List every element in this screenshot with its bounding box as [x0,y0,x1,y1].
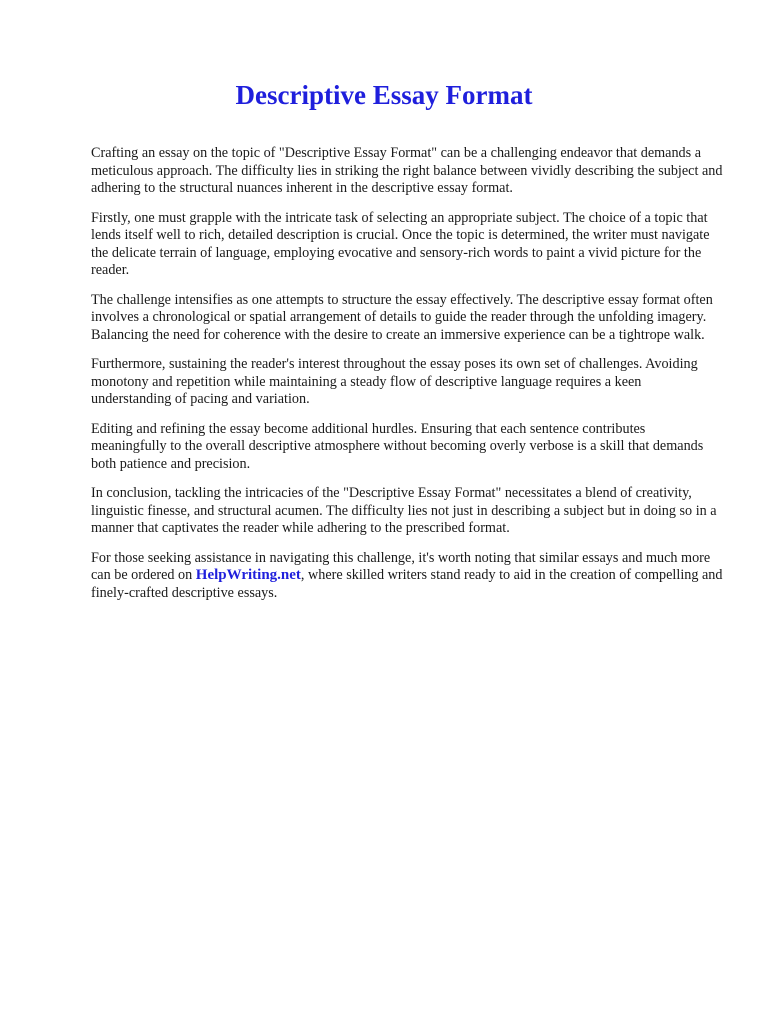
closing-text-before: For those seeking assistance in navigating this challenge, it's worth noting that similar essays and much more can be ordered on [91,549,711,583]
essay-body [91,145,723,614]
paragraph-3: The challenge intensifies as one attempts to structure the essay effectively. The descriptive essay format often involves a chronological or spatial arrangement of details to guide the reader through the unfolding imagery. Balancing the need for coherence with the desire to create an immersive experience can be a tightrope walk. [91,291,713,343]
paragraph-closing [91,550,723,603]
paragraph-2: Firstly, one must grapple with the intricate task of selecting an appropriate subject. The choice of a topic that lends itself well to rich, detailed description is crucial. Once the topic is determined, the writer must navigate the delicate terrain of language, employing evocative and sensory-rich words to paint a vivid picture for the reader. [91,209,710,278]
closing-text-after: , where skilled writers stand ready to aid in the creation of compelling and finely-crafted descriptive essays. [91,567,723,601]
paragraph-4: Furthermore, sustaining the reader's interest throughout the essay poses its own set of challenges. Avoiding monotony and repetition while maintaining a steady flow of descriptive language requires a keen understanding of pacing and variation. [91,356,698,407]
paragraph-1: Crafting an essay on the topic of "Descriptive Essay Format" can be a challenging endeavor that demands a meticulous approach. The difficulty lies in striking the right balance between vividly describing the subject and adhering to the structural nuances inherent in the descriptive essay format. [91,145,723,196]
paragraph-6: In conclusion, tackling the intricacies of the "Descriptive Essay Format" necessitates a blend of creativity, linguistic finesse, and structural acumen. The difficulty lies not just in describing a subject but in doing so in a manner that captivates the reader while adhering to the prescribed format. [91,485,717,536]
paragraph-5: Editing and refining the essay become additional hurdles. Ensuring that each sentence contributes meaningfully to the overall descriptive atmosphere without becoming overly verbose is a skill that demands both patience and precision. [91,420,704,472]
page-title: Descriptive Essay Format [235,80,533,110]
helpwriting-link[interactable]: HelpWriting.net [195,567,301,583]
